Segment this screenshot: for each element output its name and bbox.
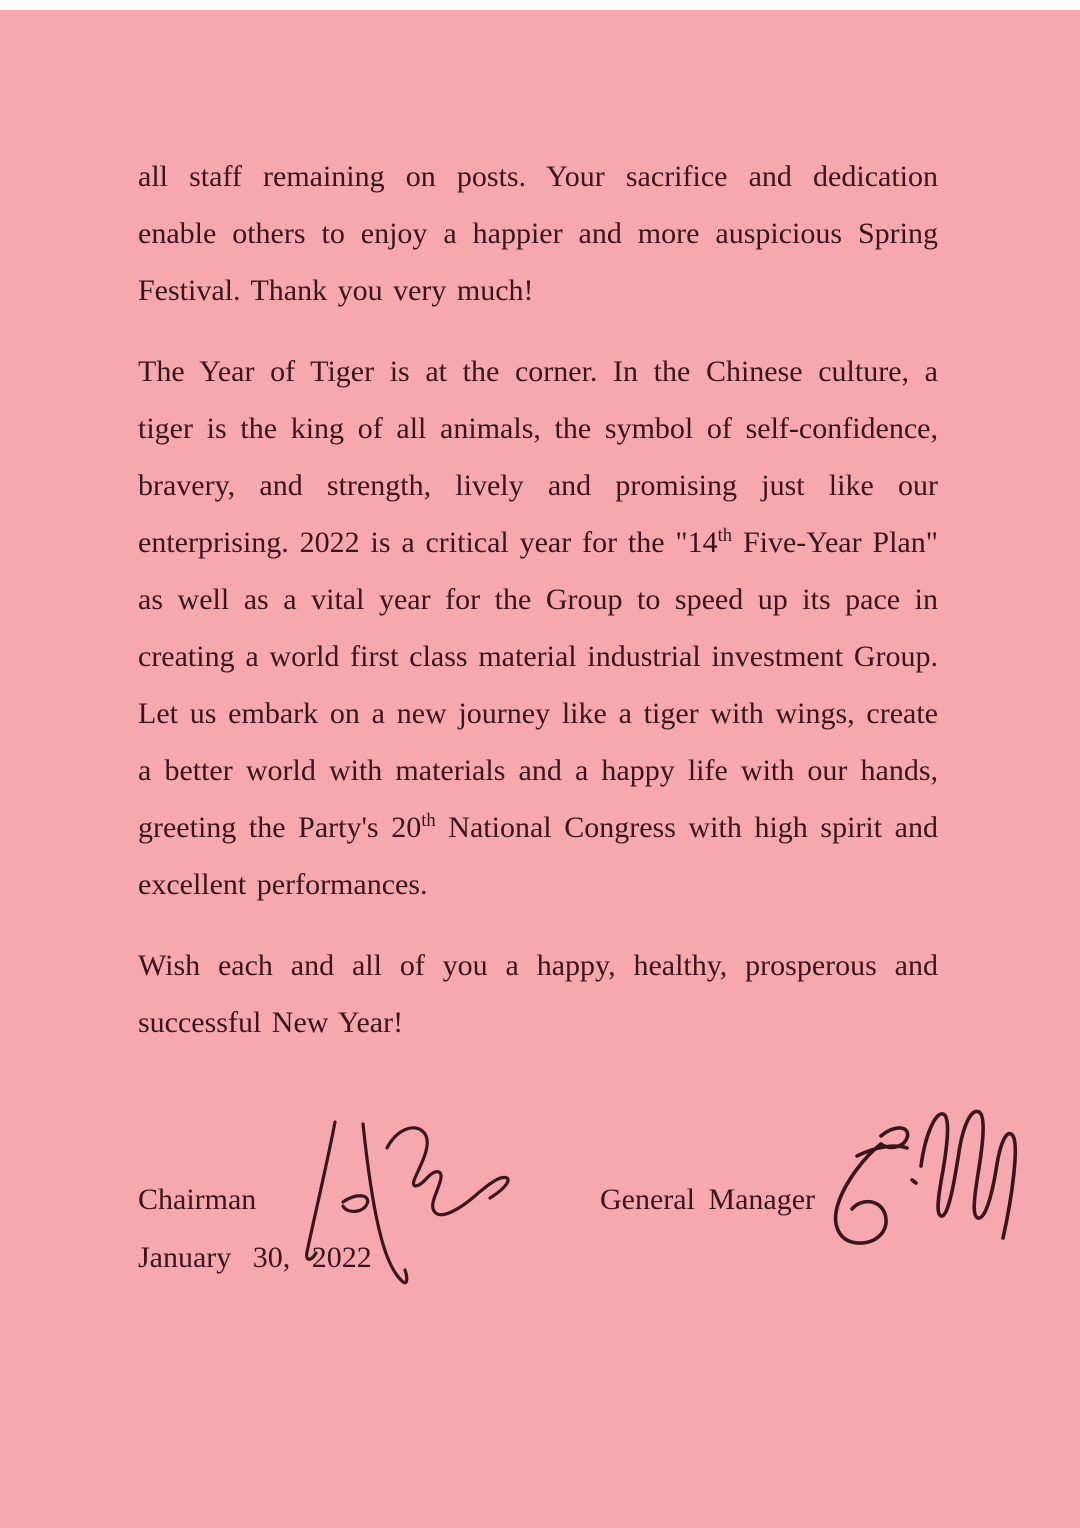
signoff-block — [138, 1100, 1038, 1360]
letter-paper — [0, 10, 1080, 1528]
text-run: Wish each and all of you a happy, healthy, prosperous and successful New Year! — [138, 949, 938, 1039]
general-manager-label: General Manager — [600, 1183, 816, 1216]
text-run: National Congress with high spirit and excellent performances. — [138, 811, 938, 901]
general-manager-signature-icon — [793, 1098, 1018, 1278]
paragraph-1 — [138, 148, 938, 319]
letter-body — [138, 148, 938, 1075]
text-run: The Year of Tiger is at the corner. In the Chinese culture, a tiger is the king of all animals, the symbol of self-confidence, bravery, and strength, lively and promising just like our enterprising. 2022 is a critical year for the "14 — [138, 355, 938, 559]
text-run: all staff remaining on posts. Your sacrifice and dedication enable others to enjoy a happier and more auspicious Spring Festival. Thank you very much! — [138, 160, 938, 307]
date-line: January 30, 2022 — [138, 1241, 372, 1274]
ordinal-superscript: th — [421, 810, 436, 831]
chairman-label: Chairman — [138, 1183, 257, 1216]
ordinal-superscript: th — [717, 525, 733, 546]
text-run: Five-Year Plan" as well as a vital year for the Group to speed up its pace in creating a world first class material industrial investment Group. Let us embark on a new journey like a tiger with wings, create a better world with materials and a happy life with our hands, greeting the Party's 20 — [138, 526, 938, 844]
paragraph-2 — [138, 343, 938, 913]
paragraph-3 — [138, 937, 938, 1051]
